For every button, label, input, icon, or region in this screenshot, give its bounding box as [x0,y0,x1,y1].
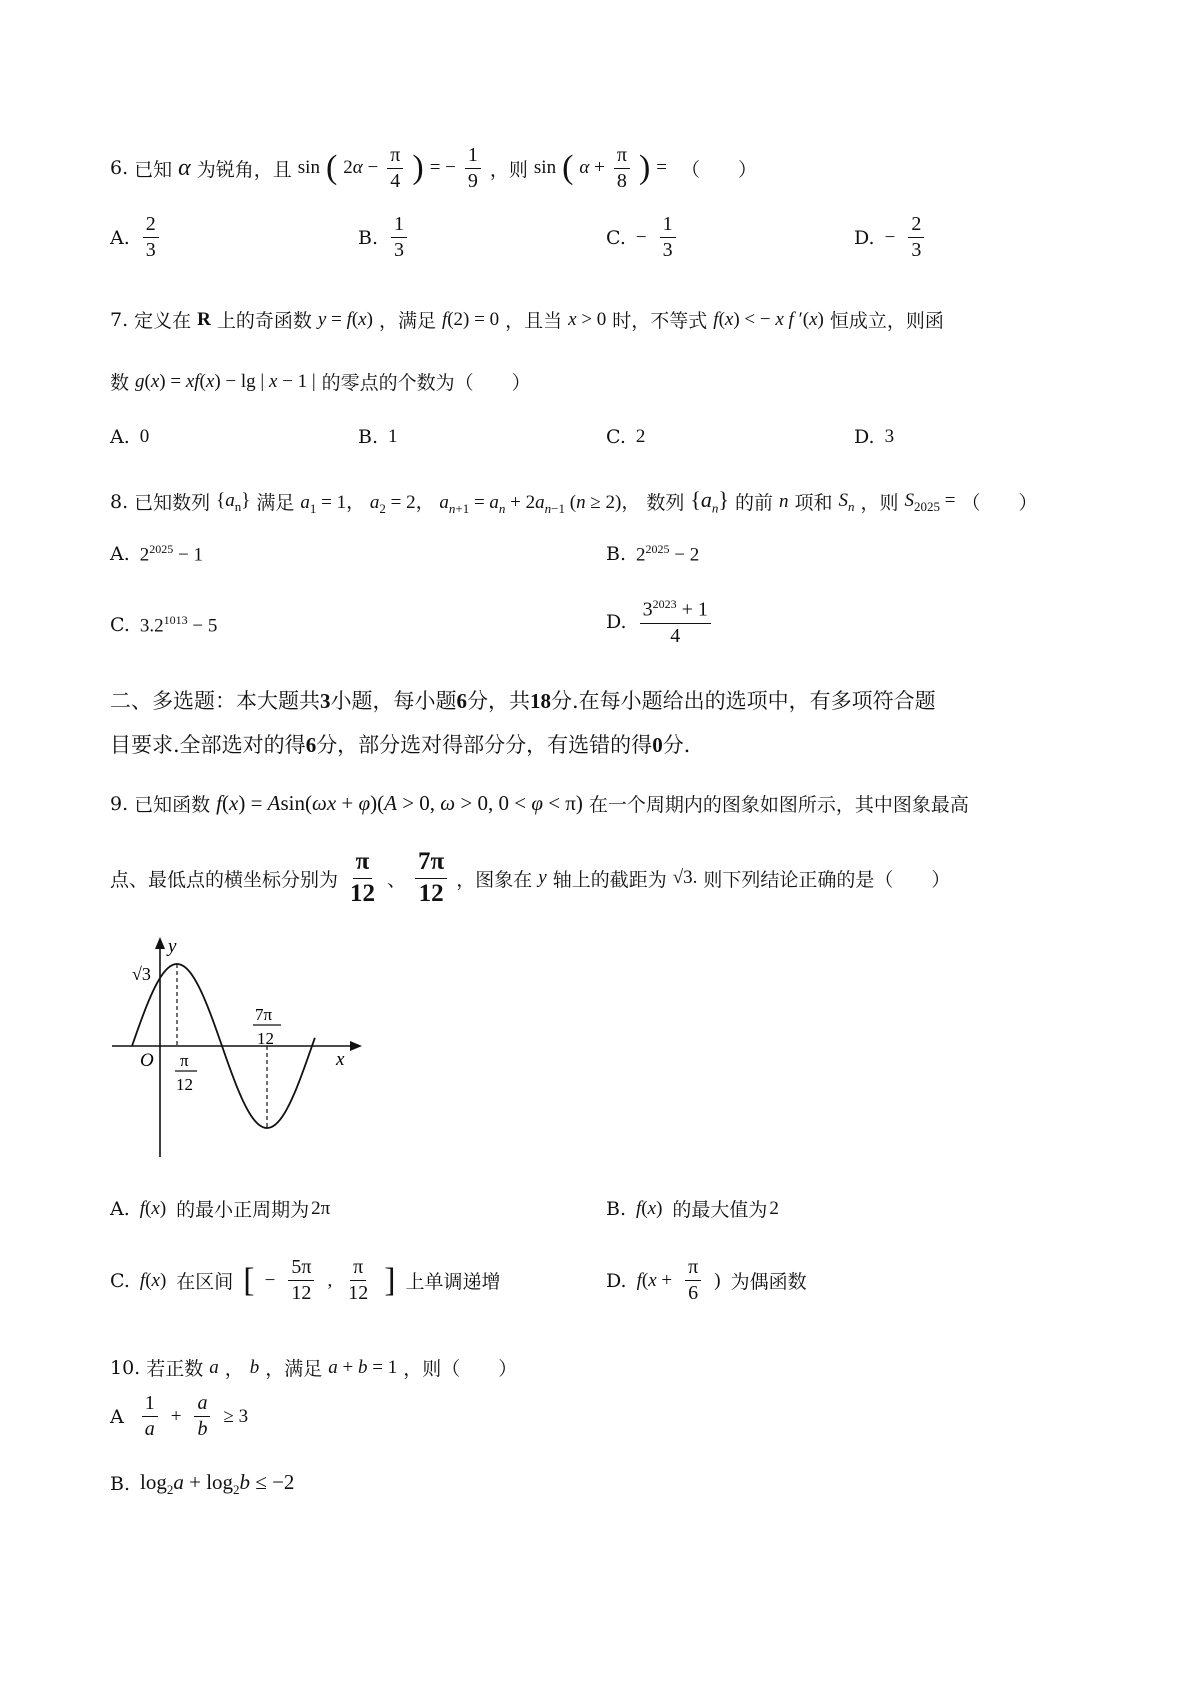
q8-option-a[interactable]: A. $2^{2025} - 1$ [110,542,203,566]
q6-eq-lhs: sin [297,157,320,178]
tick-7pi-12-den: 12 [257,1029,274,1048]
tick-pi-12-num: π [180,1051,189,1070]
question-8: 8. 已知数列 $\{a_n\}$ 满足 $a_1 = 1$， $a_2 = 2$， $a_{n+1} = a_n + 2a_{n-1}$ (n ≥ 2)， 数列 $\{a_n\}$ 的前 n 项和 $S_n$ ，则 $S_{2025}$ = （ ） [110,487,1038,516]
x-axis-arrow [350,1041,362,1051]
q8-option-c[interactable]: C. $3.2^{1013} - 5$ [110,613,218,637]
q7-option-a[interactable]: A. 0 [110,426,150,448]
q6-option-a[interactable]: A. $\frac{2}{3}$ [110,214,162,261]
question-7-line-2: 数 g(x) = xf(x) − lg | x − 1 | 的零点的个数为（ ） [110,370,531,394]
q10-option-a[interactable]: A $\frac{1}{a}$ + $\frac{a}{b}$ ≥ 3 [110,1392,249,1440]
q7-option-d[interactable]: D. 3 [854,426,895,448]
q6-option-c[interactable]: C. − $\frac{1}{3}$ [606,214,679,261]
section-2-heading-line-1: 二、多选题：本大题共3小题，每小题6分，共18分.在每小题给出的选项中，有多项符合题 [110,689,936,713]
q9-option-a[interactable]: A. f(x) 的最小正周期为 2π [110,1197,331,1221]
q9-option-d[interactable]: D. f(x + $\frac{\pi}{6}$ ) 为偶函数 [606,1256,807,1304]
q10-option-b[interactable]: B. $\log_2a + \log_2b \le -2$ [110,1470,295,1498]
q9-option-c[interactable]: C. f(x) 在区间 [ − $\frac{5\pi}{12}$ , $\frac{\pi}{12}$ ] 上单调递增 [110,1256,501,1304]
origin-label: O [140,1050,154,1071]
question-7-line-1: 7. 定义在 R 上的奇函数 y = f(x) ，满足 f(2) = 0 ，且当 x > 0 时，不等式 f(x) < − x f ′(x) 恒成立，则函 [110,308,944,332]
x-axis-label: x [336,1049,345,1070]
q7-option-b[interactable]: B. 1 [358,426,398,448]
question-6: 6. 已知 α 为锐角，且 sin ( 2α − $\frac{\pi}{4}$ ) = − $\frac{1}{9}$ ，则 sin ( α + $\frac{\pi}{8}$ ) = （ ） [110,143,758,192]
question-10: 10. 若正数 a ， b ，满足 a + b = 1 ，则（ ） [110,1356,518,1380]
q8-option-d[interactable]: D. $\frac{3^{2023} + 1}{4}$ [606,598,714,647]
q6-option-b[interactable]: B. $\frac{1}{3}$ [358,214,410,261]
q6-text-2: 为锐角，且 [196,158,292,181]
max-value-label: √3 [132,964,151,984]
question-9-line-2: 点、最低点的横坐标分别为 $\frac{\pi}{12}$ 、 $\frac{7\pi}{12}$ ，图象在 y 轴上的截距为 √3. 则下列结论正确的是（ ） [110,848,951,907]
q6-text-4: （ ） [681,158,758,181]
q6-text-1: 已知 [134,158,173,181]
q9-sine-graph [100,935,370,1165]
q8-option-b[interactable]: B. $2^{2025} - 2$ [606,542,700,566]
q9-option-b[interactable]: B. f(x) 的最大值为 2 [606,1197,779,1221]
tick-7pi-12-num: 7π [255,1005,273,1024]
q6-number: 6. [110,157,129,179]
y-axis-label: y [168,936,177,957]
q6-alpha: α [178,154,191,181]
tick-pi-12-den: 12 [176,1075,193,1094]
q6-option-d[interactable]: D. − $\frac{2}{3}$ [854,214,927,261]
y-axis-arrow [155,937,165,949]
q7-option-c[interactable]: C. 2 [606,426,646,448]
section-2-heading-line-2: 目要求.全部选对的得6分，部分选对得部分分，有选错的得0分. [110,733,691,757]
question-9-line-1: 9. 已知函数 f(x) = Asin(ωx + φ)(A > 0, ω > 0, 0 < φ < π) 在一个周期内的图象如图所示，其中图象最高 [110,791,969,816]
q6-text-3: ，则 [489,158,528,181]
